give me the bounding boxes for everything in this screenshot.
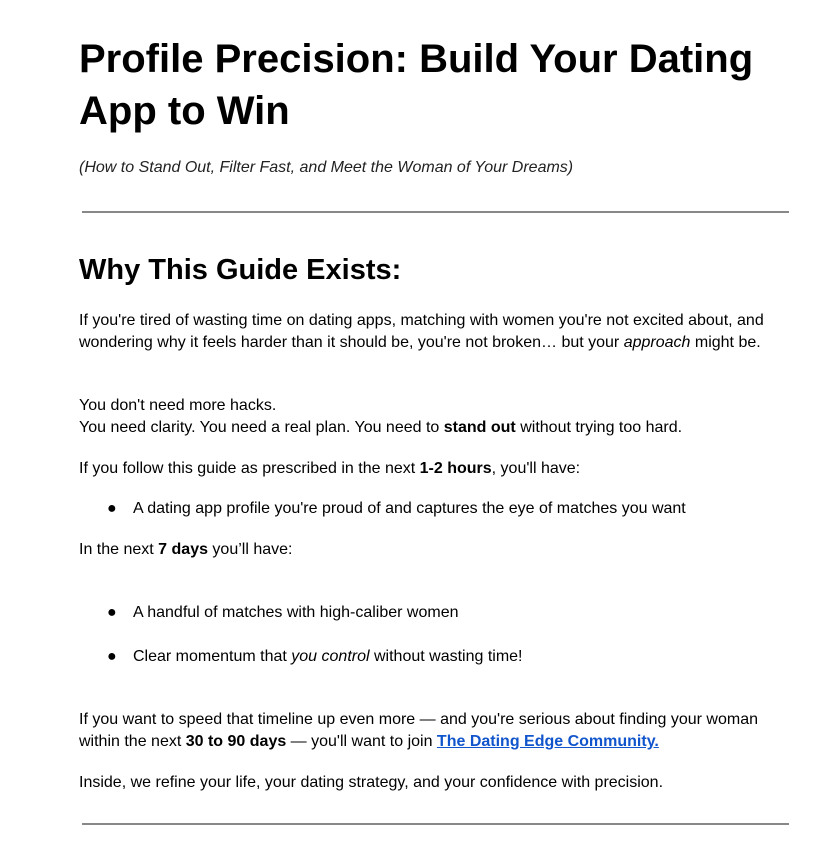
list-item-text: A handful of matches with high-caliber women [133, 604, 459, 621]
bullet-icon: ● [107, 648, 117, 665]
divider-bottom [82, 823, 789, 825]
list-item [107, 646, 793, 668]
paragraph-timeline-hours [79, 458, 799, 480]
strong-hours: 1-2 hours [419, 460, 492, 477]
section-heading: Why This Guide Exists: [79, 254, 402, 286]
paragraph-intro [79, 310, 799, 354]
community-link[interactable]: The Dating Edge Community. [436, 733, 659, 750]
paragraph-timeline-days-text: In the next [79, 541, 159, 558]
paragraph-intro-text: If you're tired of wasting time on dating apps, matching with women you're not excited about, and wondering why it feels harder than it should be, you're not broken… but your [79, 312, 764, 351]
emphasis-approach: approach [623, 334, 691, 351]
strong-days-range: 30 to 90 days [185, 733, 287, 750]
paragraph-clarity-line2-end: without trying too hard. [515, 419, 683, 436]
paragraph-timeline-hours-text: If you follow this guide as prescribed in the next [79, 460, 420, 477]
list-item-text-end: without wasting time! [369, 648, 523, 665]
strong-stand-out: stand out [443, 419, 516, 436]
strong-days: 7 days [158, 541, 208, 558]
divider-top [82, 211, 789, 213]
list-item-text: A dating app profile you're proud of and captures the eye of matches you want [133, 500, 686, 517]
list-item [107, 498, 793, 520]
paragraph-clarity-line1: You don't need more hacks. [79, 397, 277, 414]
paragraph-timeline-days-end: you’ll have: [207, 541, 293, 558]
paragraph-timeline-hours-end: , you'll have: [491, 460, 581, 477]
paragraph-intro-end: might be. [690, 334, 761, 351]
paragraph-inside: Inside, we refine your life, your dating strategy, and your confidence with precision. [79, 774, 664, 791]
emphasis-you-control: you control [291, 648, 370, 665]
paragraph-clarity-line2: You need clarity. You need a real plan. You need to [79, 419, 444, 436]
list-item [107, 602, 793, 624]
paragraph-community-text: If you want to speed that timeline up even more — and you're serious about finding your woman within the next [79, 711, 758, 750]
list-item-text: Clear momentum that [133, 648, 292, 665]
bullet-icon: ● [107, 500, 117, 517]
paragraph-timeline-days [79, 539, 799, 561]
paragraph-community-mid: — you'll want to join [286, 733, 437, 750]
page-title: Profile Precision: Build Your Dating App to Win [79, 37, 754, 133]
paragraph-clarity [79, 395, 799, 439]
bullet-icon: ● [107, 604, 117, 621]
paragraph-community [79, 709, 799, 753]
page-subtitle: (How to Stand Out, Filter Fast, and Meet the Woman of Your Dreams) [79, 159, 574, 176]
